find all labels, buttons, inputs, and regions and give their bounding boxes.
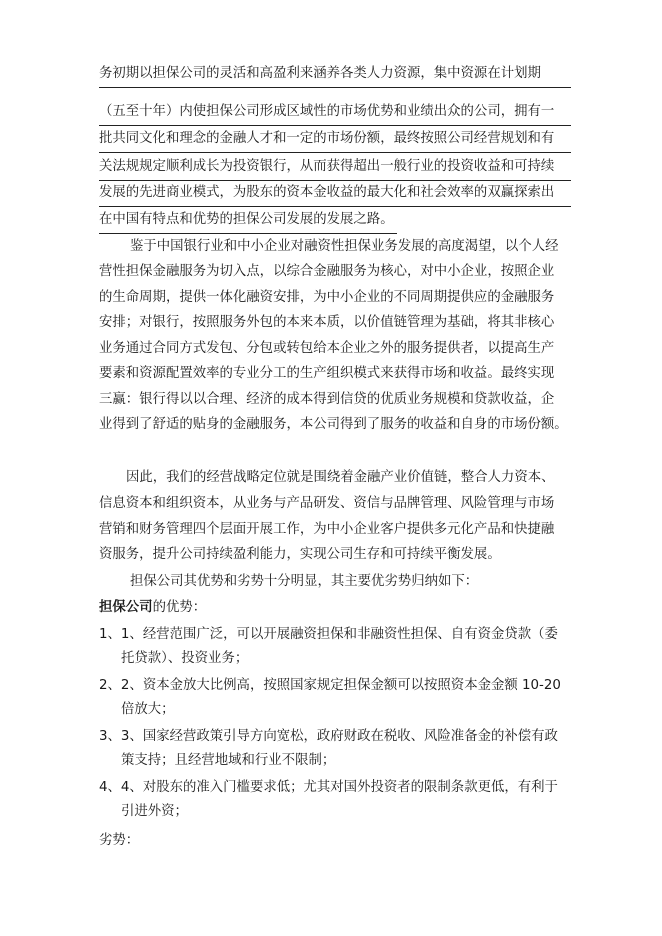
paragraph-2-line-5: 业务通过合同方式发包、分包或转包给本企业之外的服务提供者，以提高生产 bbox=[99, 341, 555, 356]
paragraph-1-line-5: 发展的先进商业模式，为股东的资本金收益的最大化和社会效率的双赢探索出 bbox=[99, 185, 555, 200]
paragraph-3-line-3: 营销和财务管理四个层面开展工作，为中小企业客户提供多元化产品和快捷融 bbox=[99, 522, 555, 537]
paragraph-2-line-4: 安排；对银行，按照服务外包的本来本质，以价值链管理为基础，将其非核心 bbox=[99, 315, 555, 330]
advantage-item-4-line-2: 引进外资； bbox=[121, 804, 188, 819]
paragraph-1-line-6: 在中国有特点和优势的担保公司发展的发展之路。 bbox=[99, 212, 394, 227]
advantages-heading-company: 担保公司 bbox=[99, 600, 153, 615]
advantage-item-1-line-2: 托贷款）、投资业务； bbox=[121, 651, 249, 666]
paragraph-1-line-1: 务初期以担保公司的灵活和高盈利来涵养各类人力资源，集中资源在计划期 bbox=[99, 66, 541, 81]
paragraph-2-line-2: 营性担保金融服务为切入点，以综合金融服务为核心，对中小企业，按照企业 bbox=[99, 264, 555, 279]
advantages-heading bbox=[99, 598, 206, 618]
paragraph-2-line-3: 的生命周期，提供一体化融资安排，为中小企业的不同周期提供应的金融服务 bbox=[99, 290, 555, 305]
advantage-item-2-line-2: 倍放大； bbox=[121, 702, 175, 717]
disadvantages-heading: 劣势： bbox=[99, 833, 140, 848]
underline bbox=[99, 125, 571, 126]
paragraph-3-line-1: 因此，我们的经营战略定位就是围绕着金融产业价值链，整合人力资本、 bbox=[126, 470, 555, 485]
paragraph-2-line-7: 三赢：银行得以以合理、经济的成本得到信贷的优质业务规模和贷款收益，企 bbox=[99, 392, 555, 407]
paragraph-2-line-8: 业得到了舒适的贴身的金融服务，本公司得到了服务的收益和自身的市场份额。 bbox=[99, 417, 568, 432]
paragraph-4: 担保公司其优势和劣势十分明显，其主要优劣势归纳如下： bbox=[130, 574, 479, 589]
advantage-item-3-line-2: 策支持；且经营地域和行业不限制； bbox=[121, 753, 336, 768]
underline bbox=[99, 180, 571, 181]
paragraph-1-line-3: 批共同文化和理念的金融人才和一定的市场份额，最终按照公司经营规划和有 bbox=[99, 131, 555, 146]
advantage-item-3-line-1: 3、3、国家经营政策引导方向宽松，政府财政在税收、风险准备金的补偿有政 bbox=[99, 729, 558, 744]
paragraph-2-line-6: 要素和资源配置效率的专业分工的生产组织模式来获得市场和收益。最终实现 bbox=[99, 366, 555, 381]
paragraph-3-line-2: 信息资本和组织资本，从业务与产品研发、资信与品牌管理、风险管理与市场 bbox=[99, 496, 555, 511]
advantage-item-4-line-1: 4、4、对股东的准入门槛要求低；尤其对国外投资者的限制条款更低，有利于 bbox=[99, 780, 558, 795]
underline bbox=[99, 87, 571, 88]
underline bbox=[99, 152, 571, 153]
underline bbox=[99, 206, 571, 207]
paragraph-3-line-4: 资服务，提升公司持续盈利能力，实现公司生存和可持续平衡发展。 bbox=[99, 547, 501, 562]
paragraph-2-line-1: 鉴于中国银行业和中小企业对融资性担保业务发展的高度渴望，以个人经 bbox=[130, 239, 559, 254]
paragraph-1-line-2: （五至十年）内使担保公司形成区域性的市场优势和业绩出众的公司，拥有一 bbox=[99, 104, 555, 119]
advantage-item-1-line-1: 1、1、经营范围广泛，可以开展融资担保和非融资性担保、自有资金贷款（委 bbox=[99, 627, 558, 642]
advantages-heading-suffix: 的优势： bbox=[152, 600, 207, 615]
underline bbox=[99, 233, 397, 234]
paragraph-1-line-4: 关法规规定顺利成长为投资银行，从而获得超出一般行业的投资收益和可持续 bbox=[99, 159, 555, 174]
advantage-item-2-line-1: 2、2、资本金放大比例高，按照国家规定担保金额可以按照资本金金额 10-20 bbox=[99, 678, 561, 693]
